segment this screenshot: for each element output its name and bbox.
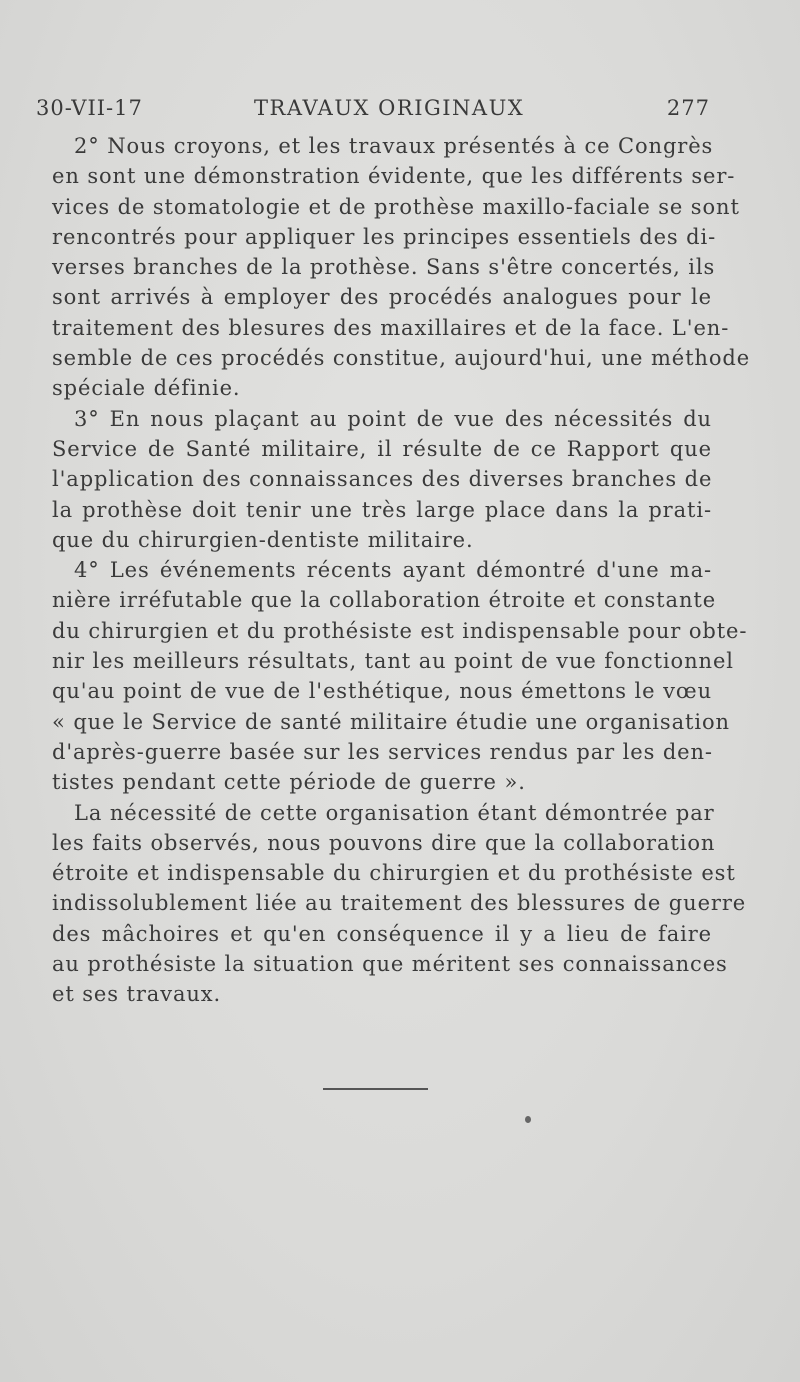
text-line: vices de stomatologie et de prothèse maxillo-faciale se sont	[52, 194, 740, 219]
header-section-title: TRAVAUX ORIGINAUX	[254, 96, 525, 120]
text-line: d'après-guerre basée sur les services rendus par les den-	[52, 739, 713, 764]
text-line: « que le Service de santé militaire étudie une organisation	[52, 709, 730, 734]
text-line: 3° En nous plaçant au point de vue des nécessités du	[74, 406, 712, 431]
text-line: 2° Nous croyons, et les travaux présentés à ce Congrès	[74, 134, 714, 158]
section-end-rule	[323, 1088, 428, 1090]
body-text	[52, 131, 751, 1010]
text-line: nière irréfutable que la collaboration étroite et constante	[52, 588, 717, 613]
text-line: La nécessité de cette organisation étant démontrée par	[74, 800, 715, 825]
header-page-number: 277	[666, 96, 710, 120]
text-line: indissolublement liée au traitement des blessures de guerre	[52, 891, 747, 916]
text-line: semble de ces procédés constitue, aujourd'hui, une méthode	[52, 346, 751, 371]
text-line: qu'au point de vue de l'esthétique, nous émettons le vœu	[52, 679, 712, 704]
text-line: des mâchoires et qu'en conséquence il y a lieu de faire	[52, 921, 712, 946]
text-line: verses branches de la prothèse. Sans s'être concertés, ils	[52, 255, 716, 280]
text-line: du chirurgien et du prothésiste est indispensable pour obte-	[52, 618, 748, 643]
header-date: 30-VII-17	[36, 96, 143, 120]
text-line: Service de Santé militaire, il résulte de ce Rapport que	[52, 436, 712, 461]
text-line: nir les meilleurs résultats, tant au point de vue fonctionnel	[52, 649, 734, 674]
text-line: 4° Les événements récents ayant démontré d'une ma-	[74, 558, 712, 583]
text-line: en sont une démonstration évidente, que les différents ser-	[52, 164, 736, 189]
text-line: sont arrivés à employer des procédés analogues pour le	[52, 285, 712, 310]
text-line: la prothèse doit tenir une très large place dans la prati-	[52, 497, 712, 522]
text-line: tistes pendant cette période de guerre ».	[52, 770, 526, 795]
ink-speck	[525, 1116, 531, 1123]
text-line: au prothésiste la situation que méritent ses connaissances	[52, 952, 728, 977]
text-line: que du chirurgien-dentiste militaire.	[52, 527, 474, 552]
text-line: et ses travaux.	[52, 982, 222, 1007]
text-line: rencontrés pour appliquer les principes essentiels des di-	[52, 224, 717, 249]
text-line: l'application des connaissances des diverses branches de	[52, 467, 713, 492]
text-line: traitement des blesures des maxillaires et de la face. L'en-	[52, 315, 730, 340]
running-header	[36, 96, 710, 126]
text-line: spéciale définie.	[52, 376, 241, 401]
text-line: les faits observés, nous pouvons dire que la collaboration	[52, 830, 716, 855]
text-line: étroite et indispensable du chirurgien et du prothésiste est	[52, 861, 736, 886]
